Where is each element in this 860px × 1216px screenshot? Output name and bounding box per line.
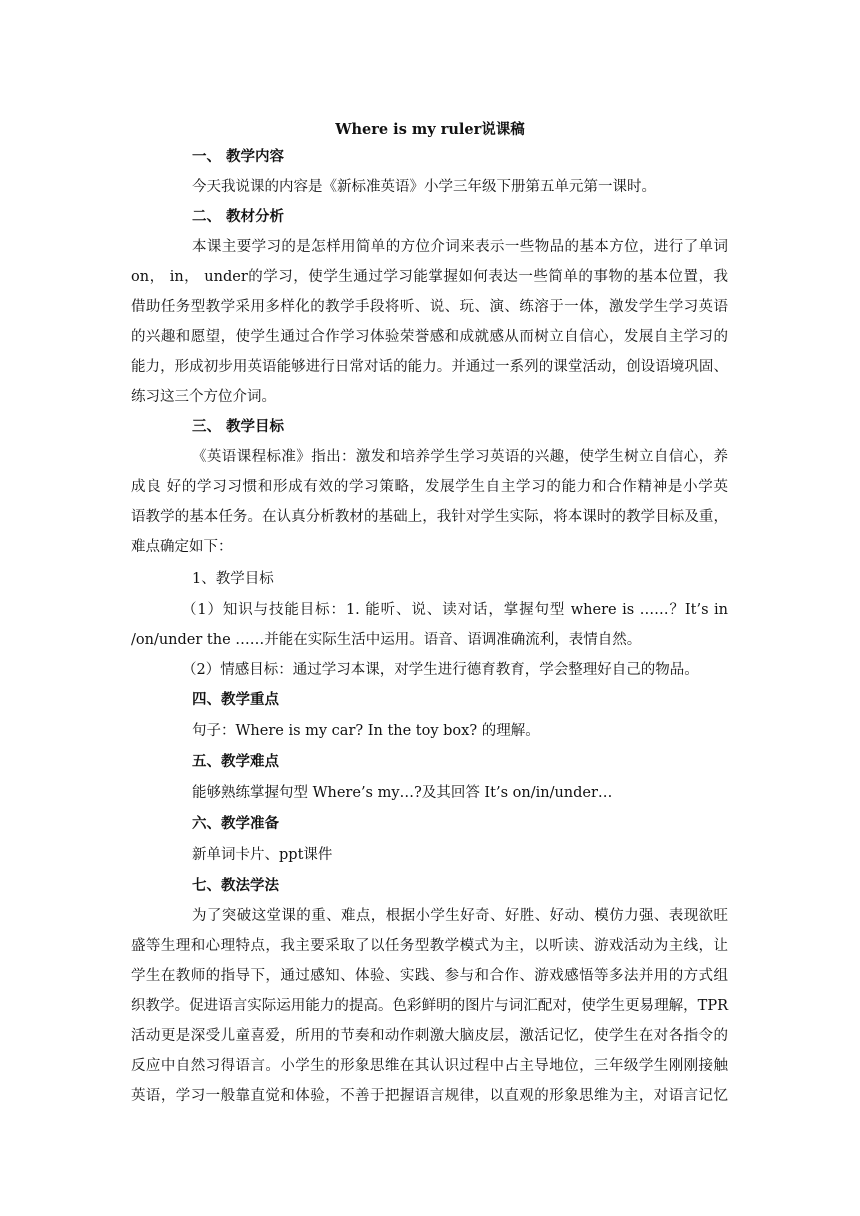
paragraph-line: on， in， under的学习，使学生通过学习能掌握如何表达一些简单的事物的基本位置，我: [131, 269, 728, 285]
objective-2: （2）情感目标：通过学习本课，对学生进行德育教育，学会整理好自己的物品。: [182, 662, 699, 678]
subheading-objectives: 1、教学目标: [192, 571, 274, 587]
paragraph-line: 《英语课程标准》指出：激发和培养学生学习英语的兴趣，使学生树立自信心，养: [192, 449, 728, 465]
paragraph-line: 学生在教师的指导下，通过感知、体验、实践、参与和合作、游戏感悟等多法并用的方式组: [131, 968, 728, 984]
section-heading-6: 六、教学准备: [192, 815, 279, 832]
paragraph-line: 反应中自然习得语言。小学生的形象思维在其认识过程中占主导地位，三年级学生刚刚接触: [131, 1058, 728, 1074]
section-body-4: 句子：Where is my car? In the toy box? 的理解。: [192, 723, 540, 739]
paragraph-line: 织教学。促进语言实际运用能力的提高。色彩鲜明的图片与词汇配对，使学生更易理解，TPR: [131, 998, 728, 1014]
paragraph-line: 本课主要学习的是怎样用简单的方位介词来表示一些物品的基本方位，进行了单词: [192, 239, 728, 255]
paragraph-line: 活动更是深受儿童喜爱，所用的节奏和动作刺激大脑皮层，激活记忆，使学生在对各指令的: [131, 1028, 728, 1044]
section-heading-5: 五、教学难点: [192, 753, 279, 770]
section-body-1: 今天我说课的内容是《新标准英语》小学三年级下册第五单元第一课时。: [192, 179, 656, 195]
objective-1-line-1: （1）知识与技能目标：1. 能听、说、读对话，掌握句型 where is ……？It’s in: [182, 602, 728, 618]
objective-1-line-2: /on/under the ……并能在实际生活中运用。语音、语调准确流利，表情自然。: [131, 632, 642, 648]
section-body-6: 新单词卡片、ppt课件: [192, 847, 333, 863]
section-body-5: 能够熟练掌握句型 Where’s my…?及其回答 It’s on/in/under…: [192, 785, 613, 801]
section-heading-1: 一、 教学内容: [192, 148, 285, 165]
paragraph-line: 的兴趣和愿望，使学生通过合作学习体验荣誉感和成就感从而树立自信心，发展自主学习的: [131, 329, 728, 345]
paragraph-line: 英语，学习一般靠直觉和体验，不善于把握语言规律，以直观的形象思维为主，对语言记忆: [131, 1088, 728, 1104]
paragraph-line: 盛等生理和心理特点，我主要采取了以任务型教学模式为主，以听读、游戏活动为主线，让: [131, 938, 728, 954]
document-title: Where is my ruler说课稿: [335, 121, 525, 138]
paragraph-line: 练习这三个方位介词。: [131, 389, 276, 405]
paragraph-line: 借助任务型教学采用多样化的教学手段将听、说、玩、演、练溶于一体，激发学生学习英语: [131, 299, 728, 315]
section-heading-2: 二、 教材分析: [192, 208, 285, 225]
section-heading-7: 七、教法学法: [192, 877, 279, 894]
paragraph-line: 为了突破这堂课的重、难点，根据小学生好奇、好胜、好动、模仿力强、表现欲旺: [192, 908, 728, 924]
paragraph-line: 成良 好的学习习惯和形成有效的学习策略，发展学生自主学习的能力和合作精神是小学英: [131, 479, 728, 495]
paragraph-line: 能力，形成初步用英语能够进行日常对话的能力。并通过一系列的课堂活动，创设语境巩固、: [131, 359, 728, 375]
section-heading-4: 四、教学重点: [192, 691, 279, 708]
paragraph-line: 难点确定如下：: [131, 539, 233, 555]
section-heading-3: 三、 教学目标: [192, 418, 285, 435]
paragraph-line: 语教学的基本任务。在认真分析教材的基础上，我针对学生实际，将本课时的教学目标及重，: [131, 509, 728, 525]
